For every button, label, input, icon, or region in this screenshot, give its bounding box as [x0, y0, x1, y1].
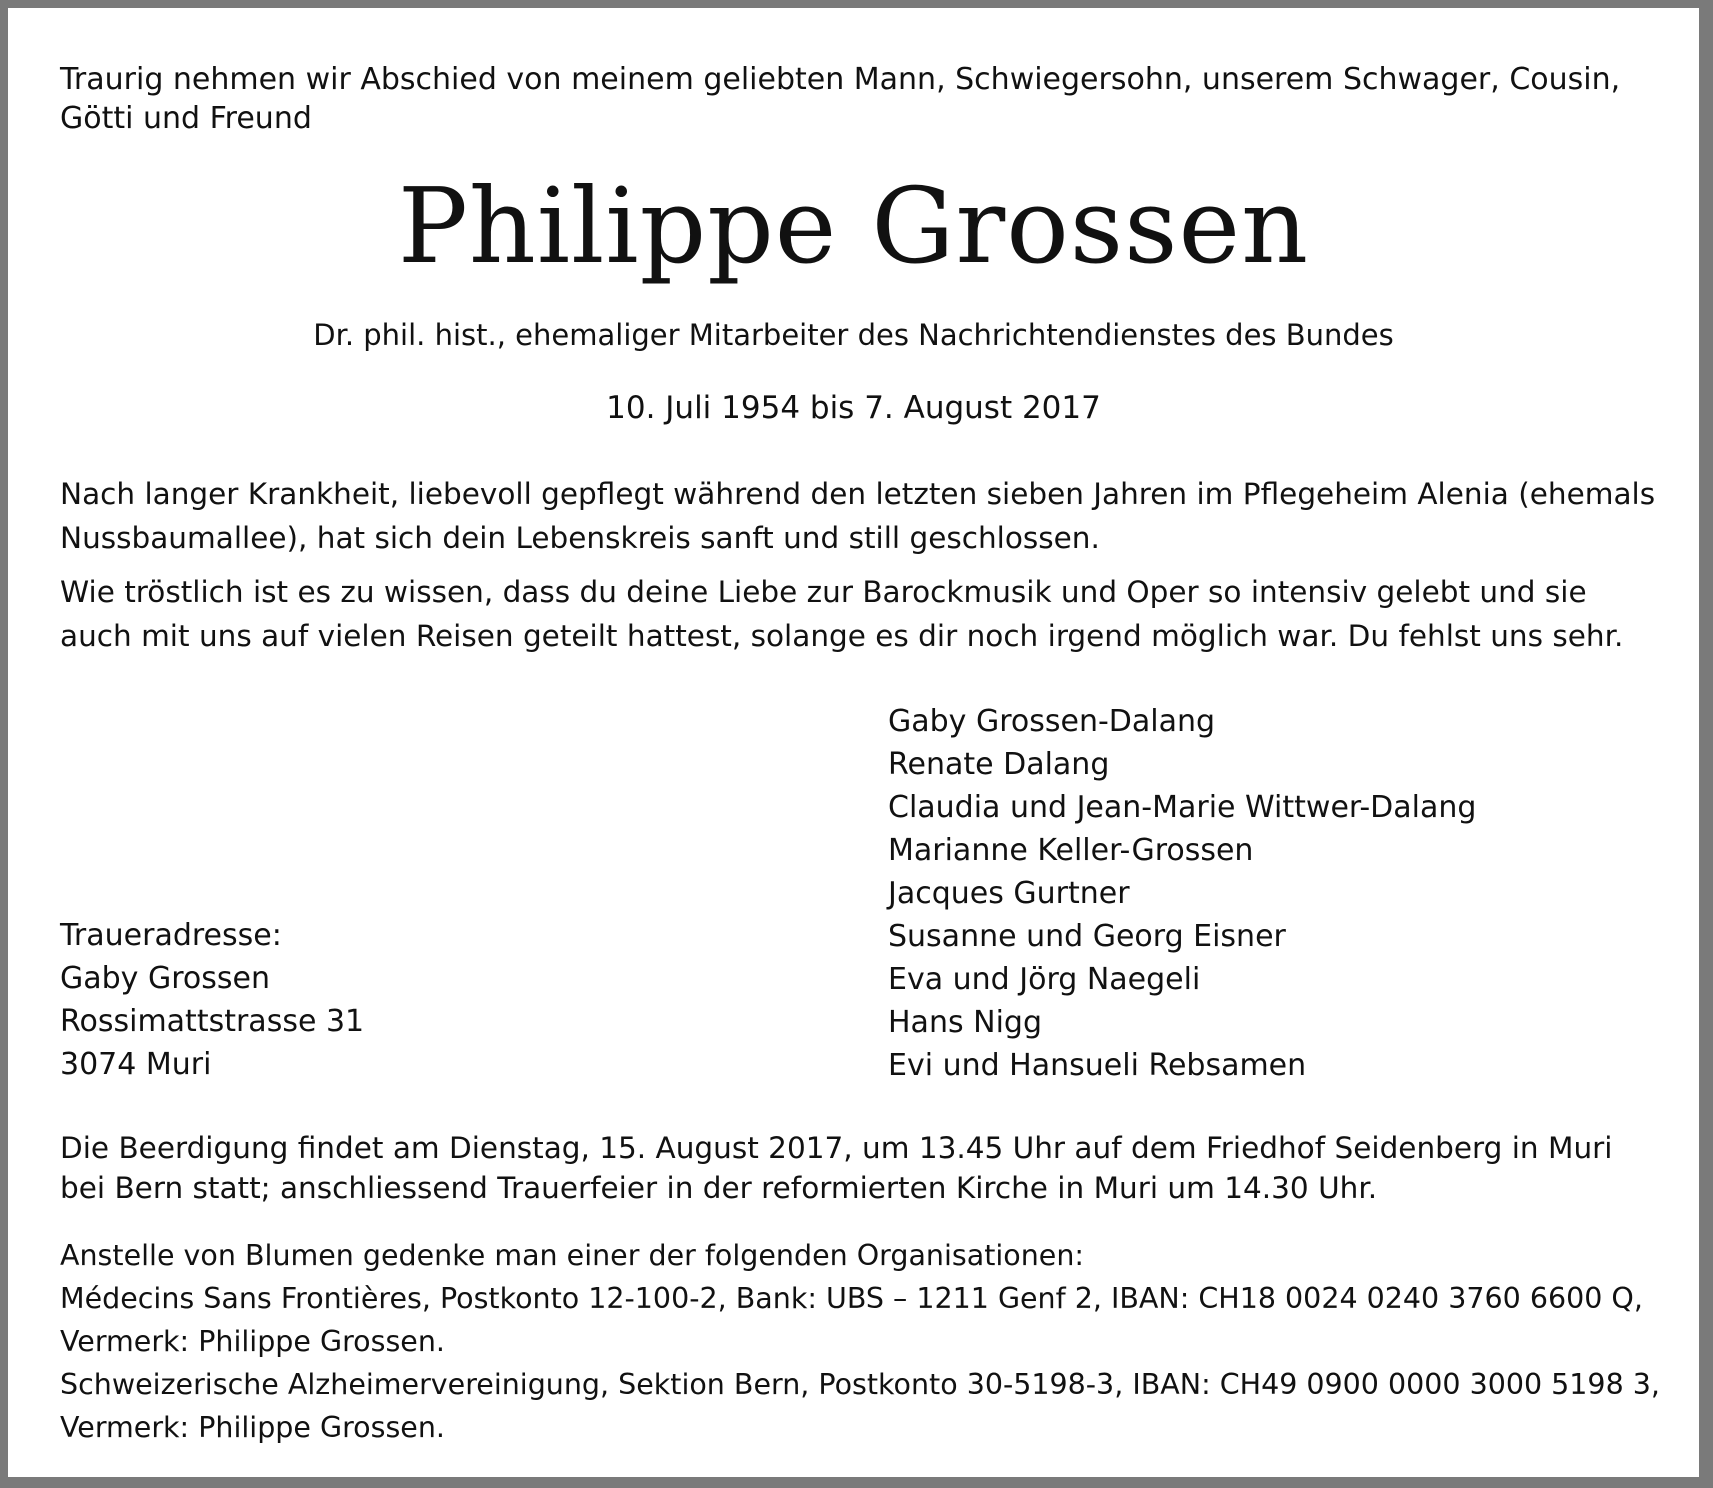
mourner-item: Renate Dalang	[888, 747, 1110, 782]
donation-org-msf: Médecins Sans Frontières, Postkonto 12-100-2, Bank: UBS – 1211 Genf 2, IBAN: CH18 0024 0240 3760 6600 Q,	[60, 1282, 1643, 1315]
mourning-address	[60, 914, 364, 1086]
deceased-name: Philippe Grossen	[397, 165, 1310, 287]
obituary-notice	[8, 8, 1699, 1477]
mourner-item: Gaby Grossen-Dalang	[888, 704, 1216, 739]
address-city: 3074 Muri	[60, 1047, 212, 1082]
mourner-item: Eva und Jörg Naegeli	[888, 962, 1201, 997]
donation-org-alzheimer-note: Vermerk: Philippe Grossen.	[60, 1411, 445, 1444]
mourners-list	[888, 700, 1476, 1087]
life-dates: 10. Juli 1954 bis 7. August 2017	[606, 390, 1101, 426]
paragraph-music: Wie tröstlich ist es zu wissen, dass du deine Liebe zur Barockmusik und Oper so intensiv gelebt und sie auch mit uns auf vielen Reisen geteilt hattest, solange es dir noch irgend möglich war. Du fehlst uns sehr.	[60, 575, 1624, 653]
donations-section	[60, 1234, 1680, 1449]
address-street: Rossimattstrasse 31	[60, 1004, 365, 1039]
mourner-item: Susanne und Georg Eisner	[888, 919, 1286, 954]
intro-text: Traurig nehmen wir Abschied von meinem geliebten Mann, Schwiegersohn, unserem Schwager, Cousin, Götti und Freund	[60, 62, 1621, 136]
paragraph-illness: Nach langer Krankheit, liebevoll gepflegt während den letzten sieben Jahren im Pflegeheim Alenia (ehemals Nussbaumallee), hat sich dein Lebenskreis sanft und still geschlossen.	[60, 477, 1656, 555]
address-label: Traueradresse:	[60, 918, 282, 953]
address-name: Gaby Grossen	[60, 961, 270, 996]
mourner-item: Claudia und Jean-Marie Wittwer-Dalang	[888, 790, 1477, 825]
donations-intro: Anstelle von Blumen gedenke man einer der folgenden Organisationen:	[60, 1239, 1085, 1272]
funeral-info: Die Beerdigung findet am Dienstag, 15. August 2017, um 13.45 Uhr auf dem Friedhof Seidenberg in Muri bei Bern statt; anschliessend Trauerfeier in der reformierten Kirche in Muri um 14.30 Uhr.	[60, 1131, 1613, 1205]
deceased-title: Dr. phil. hist., ehemaliger Mitarbeiter des Nachrichtendienstes des Bundes	[313, 318, 1394, 352]
donation-org-alzheimer: Schweizerische Alzheimervereinigung, Sektion Bern, Postkonto 30-5198-3, IBAN: CH49 0900 0000 3000 5198 3,	[60, 1368, 1660, 1401]
donation-org-msf-note: Vermerk: Philippe Grossen.	[60, 1325, 445, 1358]
mourner-item: Marianne Keller-Grossen	[888, 833, 1254, 868]
mourner-item: Hans Nigg	[888, 1005, 1042, 1040]
mourner-item: Evi und Hansueli Rebsamen	[888, 1048, 1307, 1083]
mourner-item: Jacques Gurtner	[888, 876, 1130, 911]
